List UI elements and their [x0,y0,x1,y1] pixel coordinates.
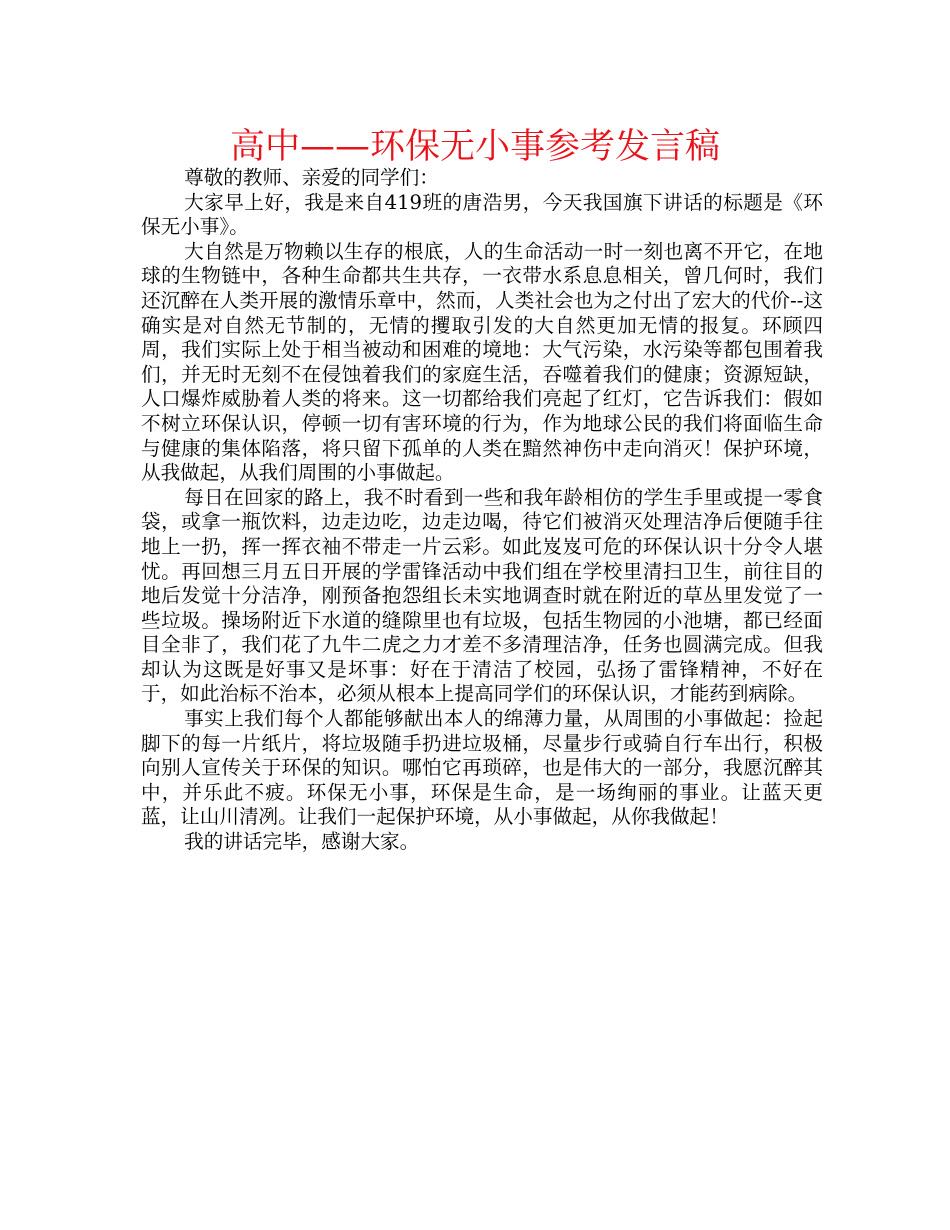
closing-paragraph: 我的讲话完毕，感谢大家。 [184,830,420,854]
body-paragraph: 大自然是万物赖以生存的根底，人的生命活动一时一刻也离不开它，在地球的生物链中，各种生命都共生共存，一衣带水系息息相关，曾几何时，我们还沉醉在人类开展的激情乐章中，然而，人类社会也为之付出了宏大的代价--这确实是对自然无节制的，无情的攫取引发的大自然更加无情的报复。环顾四周，我们实际上处于相当被动和困难的境地：大气污染，水污染等都包围着我们，并无时无刻不在侵蚀着我们的家庭生活，吞噬着我们的健康；资源短缺，人口爆炸威胁着人类的将来。这一切都给我们亮起了红灯，它告诉我们：假如不树立环保认识，停顿一切有害环境的行为，作为地球公民的我们将面临生命与健康的集体陷落，将只留下孤单的人类在黯然神伤中走向消灭！保护环境，从我做起，从我们周围的小事做起。 [141,239,823,485]
document-body [141,166,823,855]
document-title: 高中——环保无小事参考发言稿 [229,127,720,167]
body-paragraph: 每日在回家的路上，我不时看到一些和我年龄相仿的学生手里或提一零食袋，或拿一瓶饮料，边走边吃，边走边喝，待它们被消灭处理洁净后便随手往地上一扔，挥一挥衣袖不带走一片云彩。如此岌岌可危的环保认识十分令人堪忧。再回想三月五日开展的学雷锋活动中我们组在学校里清扫卫生，前往目的地后发觉十分洁净，刚预备抱怨组长未实地调查时就在附近的草丛里发觉了一些垃圾。操场附近下水道的缝隙里也有垃圾，包括生物园的小池塘，都已经面目全非了，我们花了九牛二虎之力才差不多清理洁净，任务也圆满完成。但我却认为这既是好事又是坏事：好在于清洁了校园，弘扬了雷锋精神，不好在于，如此治标不治本，必须从根本上提高同学们的环保认识，才能药到病除。 [141,485,823,706]
body-paragraph: 事实上我们每个人都能够献出本人的绵薄力量，从周围的小事做起：捡起脚下的每一片纸片，将垃圾随手扔进垃圾桶，尽量步行或骑自行车出行，积极向别人宣传关于环保的知识。哪怕它再琐碎，也是伟大的一部分，我愿沉醉其中，并乐此不疲。环保无小事，环保是生命，是一场绚丽的事业。让蓝天更蓝，让山川清冽。让我们一起保护环境，从小事做起，从你我做起！ [141,707,823,829]
salutation-paragraph: 尊敬的教师、亲爱的同学们： [184,166,439,189]
greeting-paragraph: 大家早上好，我是来自419班的唐浩男，今天我国旗下讲话的标题是《环保无小事》。 [141,190,823,239]
